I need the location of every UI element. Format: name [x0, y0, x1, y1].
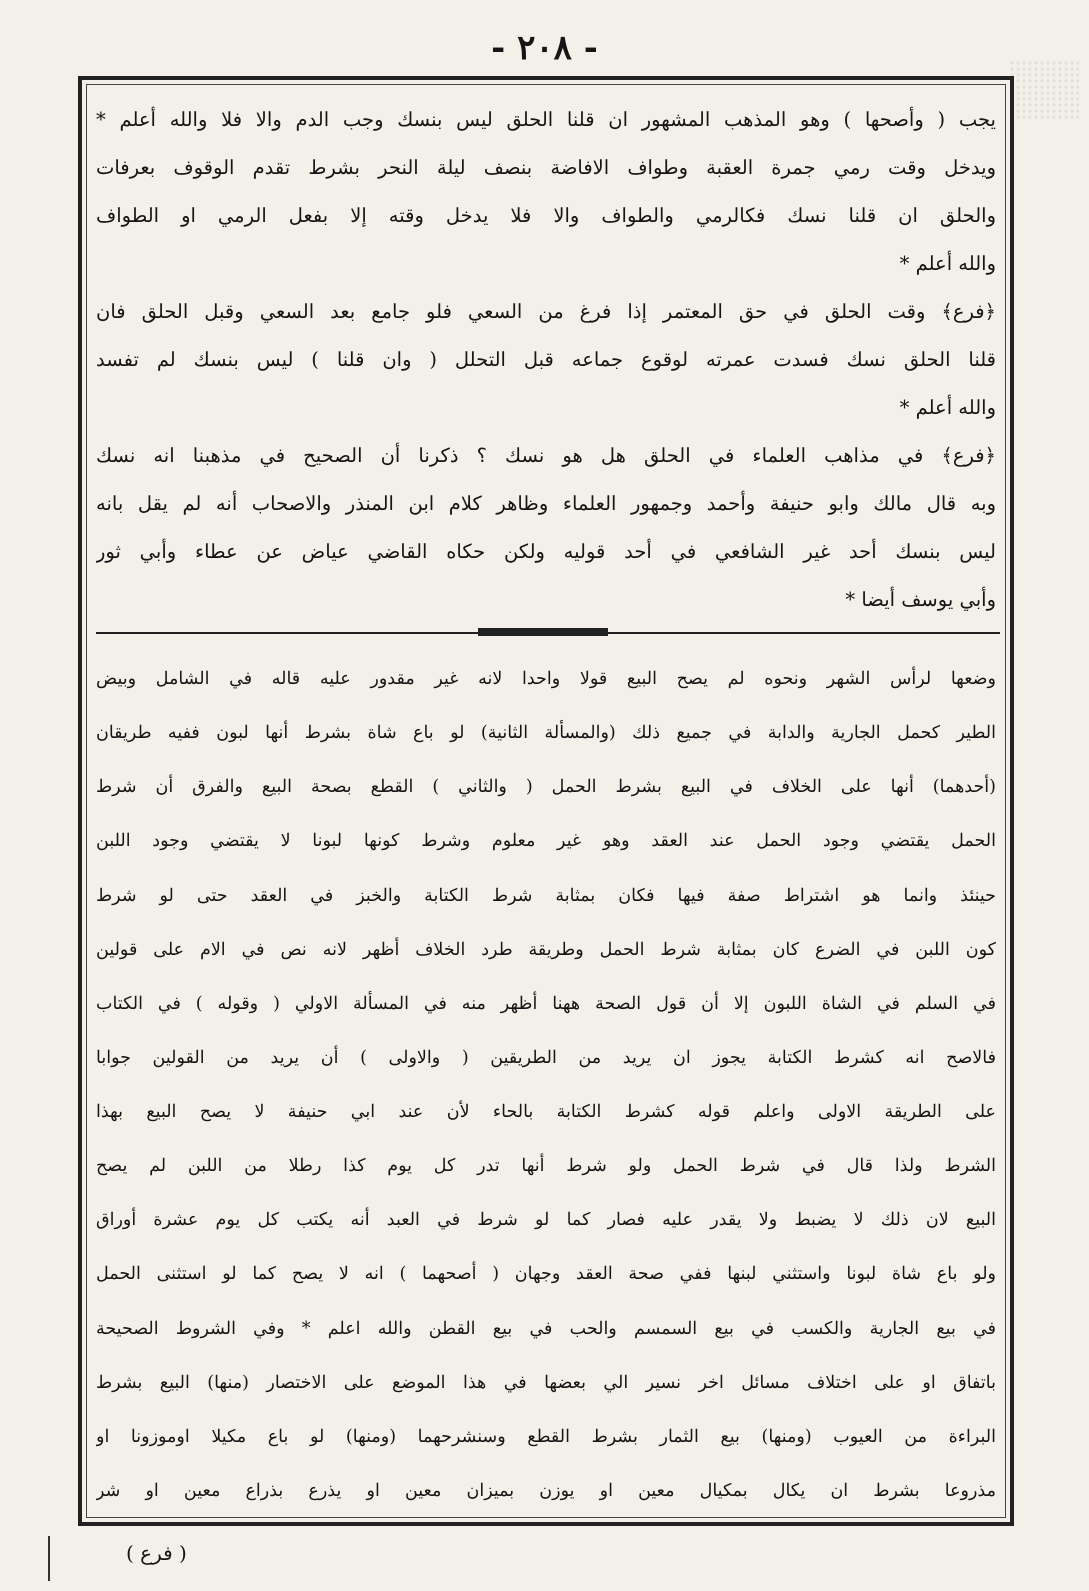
commentary-line: فالاصح انه كشرط الكتابة يجوز ان يريد من الطريقين ( والاولى ) أن يريد من القولين جوابا [96, 1047, 996, 1068]
main-text [96, 96, 996, 624]
margin-mark [48, 1536, 50, 1581]
commentary-line: الشرط ولذا قال في شرط الحمل ولو شرط أنها تدر كل يوم كذا رطلا من اللبن لم يصح [96, 1156, 996, 1177]
commentary-line: ولو باع شاة لبونا واستثني لبنها ففي صحة العقد وجهان ( أصحهما ) انه لا يصح كما لو استثنى الحمل [96, 1264, 996, 1285]
main-line: والله أعلم * [899, 252, 996, 275]
commentary-line: باتفاق او على اختلاف مسائل اخر نسير الي بعضها في هذا الموضع على الاختصار (منها) البيع بشرط [96, 1372, 996, 1393]
main-line: والله أعلم * [899, 396, 996, 419]
commentary-line: كون اللبن في الضرع كان بمثابة شرط الحمل وطريقة طرد الخلاف أظهر لانه نص في الام على قولين [96, 939, 996, 960]
paper-speck [1009, 60, 1079, 120]
main-line: قلنا الحلق نسك فسدت عمرته لوقوع جماعه قبل التحلل ( وان قلنا ) ليس بنسك لم تفسد [96, 348, 996, 371]
main-line: ليس بنسك أحد غير الشافعي في أحد قوليه ولكن حكاه القاضي عياض عن عطاء وأبي ثور [96, 540, 996, 563]
commentary-line: وضعها لرأس الشهر ونحوه لم يصح البيع قولا واحدا لانه غير مقدور عليه قاله في الشامل وبيض [96, 669, 996, 689]
main-line: ويدخل وقت رمي جمرة العقبة وطواف الافاضة بنصف ليلة النحر بشرط تقدم الوقوف بعرفات [96, 156, 996, 179]
main-line: ﴿فرع﴾ وقت الحلق في حق المعتمر إذا فرغ من السعي فلو جامع بعد السعي وقبل الحلق فان [96, 300, 996, 323]
main-line: وبه قال مالك وابو حنيفة وأحمد وجمهور العلماء وظاهر كلام ابن المنذر والاصحاب أنه لم يقل بانه [96, 492, 996, 515]
commentary-line: الحمل يقتضي وجود الحمل عند العقد وهو غير معلوم وشرط كونها لبونا لا يقتضي وجود اللبن [96, 831, 996, 852]
commentary-line: الطير كحمل الجارية والدابة في جميع ذلك (والمسألة الثانية) لو باع شاة بشرط أنها لبون ففيه طريقان [96, 723, 996, 744]
catchword: ( فرع ) [126, 1541, 187, 1565]
main-line: ﴿فرع﴾ في مذاهب العلماء في الحلق هل هو نسك ؟ ذكرنا أن الصحيح في مذهبنا انه نسك [96, 444, 996, 467]
commentary-line: على الطريقة الاولى واعلم قوله كشرط الكتابة بالحاء لأن عند ابي حنيفة لا يصح البيع بهذا [96, 1102, 996, 1122]
commentary-line: مذروعا بشرط ان يكال بمكيال معين او يوزن بميزان معين او يذرع بذراع معين او شر [96, 1480, 996, 1501]
main-line: وأبي يوسف أيضا * [845, 588, 996, 611]
main-line: يجب ( وأصحها ) وهو المذهب المشهور ان قلنا الحلق ليس بنسك وجب الدم والا فلا والله أعلم * [96, 108, 996, 131]
commentary-line: البراءة من العيوب (ومنها) بيع الثمار بشرط القطع وسنشرحهما (ومنها) لو باع مكيلا اوموزونا او [96, 1426, 996, 1447]
commentary-line: البيع لان ذلك لا يضبط ولا يقدر عليه فصار كما لو شرط في العبد أنه يكتب كل يوم عشرة أوراق [96, 1210, 996, 1231]
section-divider-mark [478, 628, 608, 636]
commentary-line: في بيع الجارية والكسب في بيع السمسم والحب في بيع القطن والله اعلم * وفي الشروط الصحيحة [96, 1318, 996, 1339]
main-line: والحلق ان قلنا نسك فكالرمي والطواف والا فلا يدخل وقته إلا بفعل الرمي او الطواف [96, 204, 996, 227]
commentary-line: (أحدهما) أنها على الخلاف في البيع بشرط الحمل ( والثاني ) القطع بصحة البيع والفرق أن شرط [96, 777, 996, 798]
page-number: - ٢٠٨ - [491, 28, 598, 68]
commentary-line: حينئذ وانما هو اشتراط صفة فيها فكان بمثابة شرط الكتابة والخبز في العقد حتى لو شرط [96, 885, 996, 906]
commentary-line: في السلم في الشاة اللبون إلا أن قول الصحة ههنا أظهر منه في المسألة الاولي ( وقوله ) في الكتاب [96, 993, 996, 1014]
commentary-text [96, 652, 996, 1518]
